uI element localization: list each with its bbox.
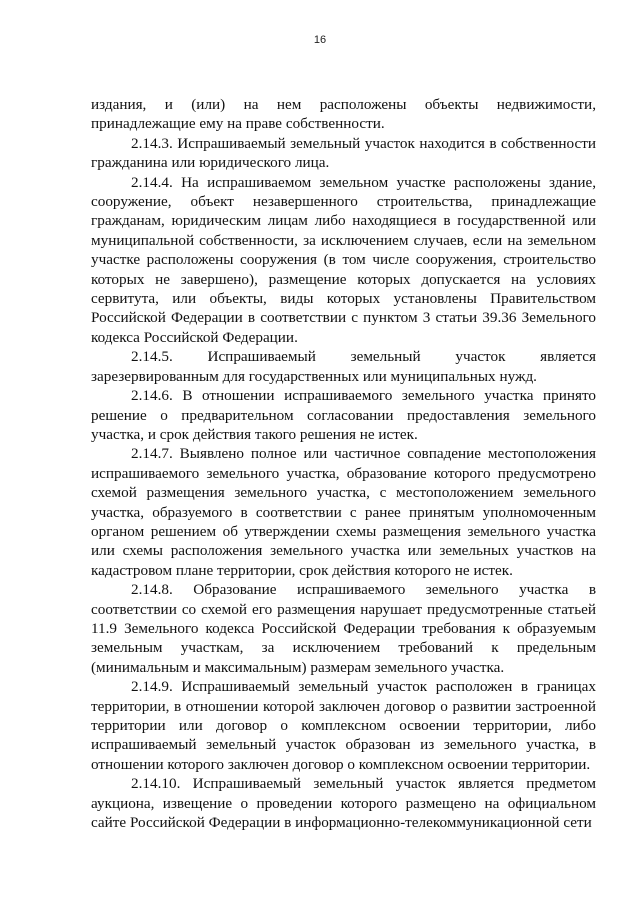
page-number: 16 [313,34,327,46]
paragraph-2-14-10: 2.14.10. Испрашиваемый земельный участок является предметом аукциона, извещение о проведении которого размещено на официальном сайте Российской Федерации в информационно-телекоммуникационной сети [91,775,596,832]
paragraph-2-14-7: 2.14.7. Выявлено полное или частичное совпадение местоположения испрашиваемого земельного участка, образование которого предусмотрено схемой размещения земельного участка, с местоположением земельного участка, образуемого в соответствии с ранее принятым уполномоченным органом решением об утверждении схемы размещения земельного участка или схемы расположения земельного участка или земельных участков на кадастровом плане территории, срок действия которого не истек. [91,445,596,579]
paragraph-2-14-9: 2.14.9. Испрашиваемый земельный участок расположен в границах территории, в отношении которой заключен договор о развитии застроенной территории или договор о комплексном освоении территории, либо испрашиваемый земельный участок образован из земельного участка, в отношении которого заключен договор о комплексном освоении территории. [91,678,596,773]
paragraph-continuation: издания, и (или) на нем расположены объекты недвижимости, принадлежащие ему на праве собственности. [91,96,596,133]
paragraph-2-14-8: 2.14.8. Образование испрашиваемого земельного участка в соответствии со схемой его размещения нарушает предусмотренные статьей 11.9 Земельного кодекса Российской Федерации требования к образуемым земельным участкам, за исключением требований к предельным (минимальным и максимальным) размерам земельного участка. [91,581,596,676]
paragraph-2-14-3: 2.14.3. Испрашиваемый земельный участок находится в собственности гражданина или юридического лица. [91,134,596,172]
paragraph-2-14-4: 2.14.4. На испрашиваемом земельном участке расположены здание, сооружение, объект незавершенного строительства, принадлежащие гражданам, юридическим лицам либо находящиеся в государственной или муниципальной собственности, за исключением случаев, если на земельном участке расположены сооружения (в том числе сооружения, строительство которых не завершено), размещение которых допускается на условиях сервитута, или объекты, виды которых установлены Правительством Российской Федерации в соответствии с пунктом 3 статьи 39.36 Земельного кодекса Российской Федерации. [91,173,596,346]
document-body [91,95,596,832]
paragraph-2-14-6: 2.14.6. В отношении испрашиваемого земельного участка принято решение о предварительном согласовании предоставления земельного участка, и срок действия такого решения не истек. [91,387,596,443]
paragraph-2-14-5: 2.14.5. Испрашиваемый земельный участок является зарезервированным для государственных или муниципальных нужд. [91,348,596,385]
